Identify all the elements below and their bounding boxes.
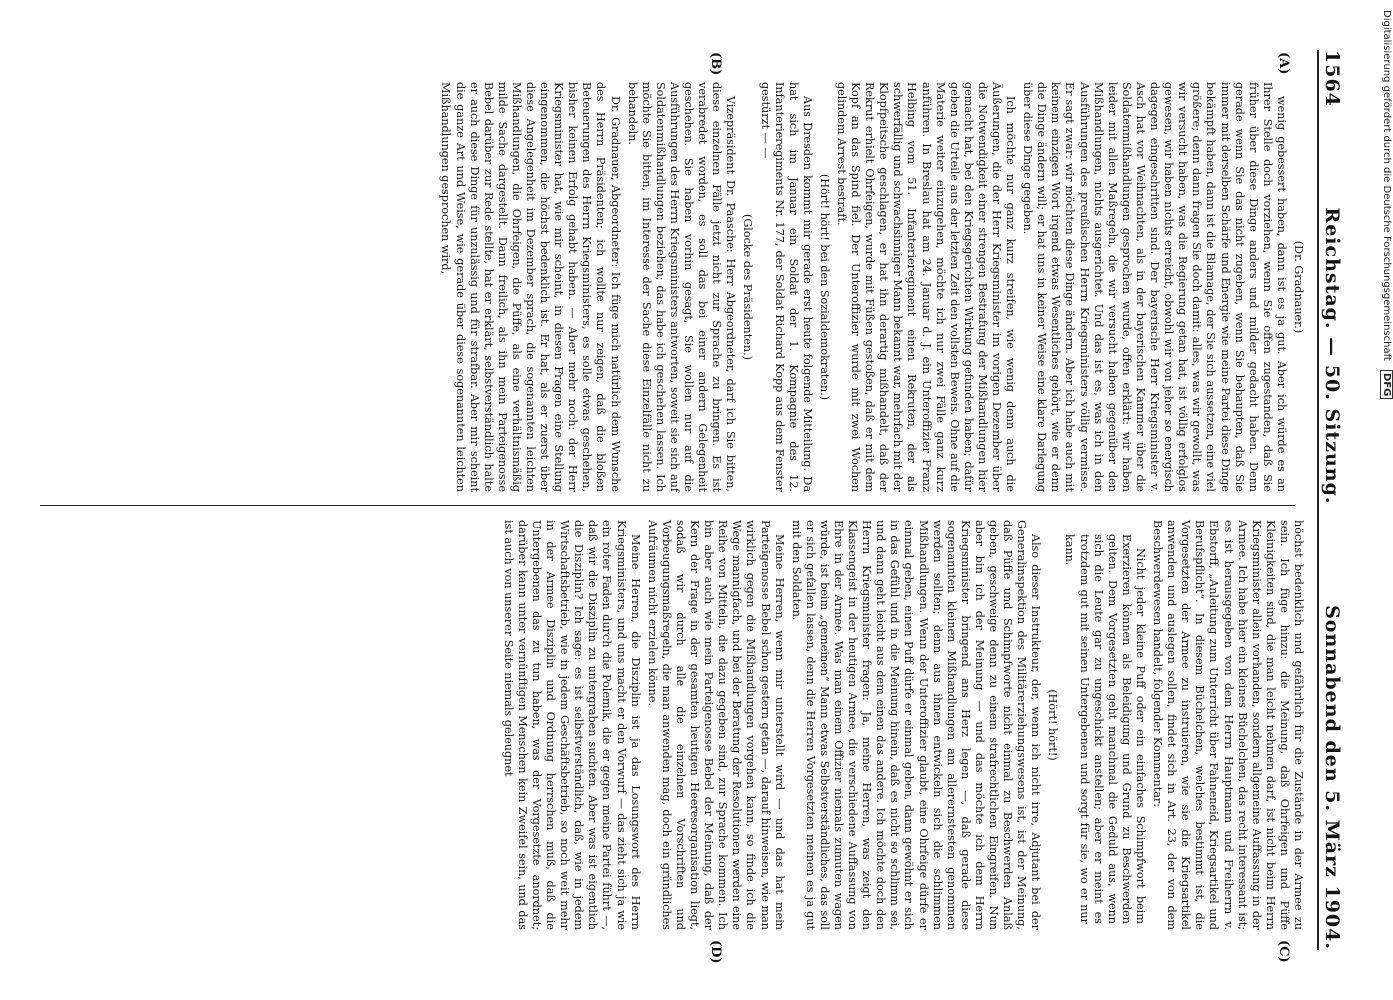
- text-block-center: (Glocke des Präsidenten.): [741, 213, 755, 360]
- header-rule: [1317, 50, 1319, 950]
- text-block-quote: Nicht jeder kleine Puff oder ein einfaches Schimpfwort beim Exerzieren können als Beleidigung und Grund zu Beschwerden gelten. Dem Vorgesetzten geht manchmal die Geduld aus, wenn sich die Leute gar zu ungeschickt anstellen; aber er meint es trotzdem gut mit seinen Untergebenen und sorgt für sie, wo er nur kann.: [1063, 534, 1147, 924]
- text-block-para: wenig gebessert haben, dann ist es ja gut. Aber ich würde es an Ihrer Stelle doch vorziehen, wenn Sie offen zugestanden, daß Sie früher über diese Dinge anders und milder gedacht haben. Denn gerade wenn Sie das nicht zugeben, wenn Sie behaupten, daß Sie immer mit derselben Schärfe und Energie wie meine Partei diese Dinge bekämpft haben, dann ist die Blamage, der Sie sich aussetzen, eine viel größere; denn dann fragen Sie doch damit: alles, was wir gewollt, was wir versucht haben, was die Regierung getan hat, ist völlig erfolglos gewesen, wir haben nichts erreicht, obwohl wir von jeher so energisch dagegen eingeschritten sind. Der bayerische Herr Kriegsminister v. Asch hat vor Weihnachten, als in der bayerischen Kammer über die Soldatenmißhandlungen gesprochen wurde, offen erklärt: wir haben leider mit allen Maßregeln, die wir versucht haben gegenüber den Mißhandlungen, nichts ausgerichtet. Und das ist es, was ich in den Ausführungen des preußischen Herrn Kriegsministers völlig vermisse. Er sagt zwar: wir möchten diese Dinge ändern. Aber ich habe auch mit keinem einzigen Wort irgend etwas Wesentliches gehört, wie er denn die Dinge ändern will; er hat uns in keiner Weise eine klare Darlegung über diese Dinge gegeben.: [1021, 82, 1288, 492]
- session-date: Sonnabend den 5. März 1904.: [1321, 605, 1343, 950]
- text-block-para: Meine Herren, wenn mir unterstellt wird — und das hat mein Parteigenosse Bebel schon gestern getan —, darauf hinweisen, wie man wirklich gegen die Mißhandlungen vorgehen kann, so finde ich die Wege mannigfach, und bei der Beratung der Resolutionen werden eine Reihe von Mitteln, die dazu gegeben sind, zur Sprache kommen. Ich bin aber auch wie mein Parteigenosse Bebel der Meinung, daß der Kern der Frage in der gesamten heutigen Heeresorganisation liegt, sodaß wir durch alle die einzelnen Vorschriften und Vorbeugungsmaßregeln, die man anwenden mag, doch ein gründliches Aufräumen nicht erzielen könne.: [645, 520, 786, 930]
- text-block-center: (Hört! hört!): [1046, 689, 1060, 761]
- page-number: 1564: [1321, 50, 1343, 107]
- margin-marker-c: (C): [1276, 940, 1291, 963]
- text-block-speaker: (Dr. Gradnauer.): [1292, 240, 1305, 334]
- column-divider: [40, 505, 1295, 506]
- credit-text: Digitalisierung gefördert durch die Deutsche Forschungsgemeinschaft: [1381, 10, 1392, 361]
- margin-marker-d: (D): [708, 940, 723, 964]
- left-text-column: [40, 82, 1305, 492]
- text-block-center: (Hört! hört! bei den Sozialdemokraten.): [817, 173, 831, 401]
- text-block-para: Vizepräsident Dr. Paasche: Herr Abgeordneter, darf ich Sie bitten, diese einzelnen Fälle jetzt nicht zur Sprache zu bringen. Es ist verabredet worden, es soll das bei einer andern Gelegenheit geschehen. Sie haben vorhin gesagt, Sie wollen nur auf die Ausführungen des Herrn Kriegsministers antworten, soweit sie sich auf Soldatenmißhandlungen beziehen; das habe ich geschehen lassen. Ich möchte Sie bitten, im Interesse der Sache diese Einzelfälle nicht zu behandeln.: [625, 82, 738, 492]
- text-block-para: Ich möchte nur ganz kurz streifen, wie wenig denn auch die Äußerungen, die der Herr Kriegsminister im vorigen Dezember über die Notwendigkeit einer strengen Bestrafung der Mißhandlungen hier gemacht hat, bei den Kriegsgerichten Wirkung gefunden haben; dafür geben die Urteile aus der letzten Zeit den vollsten Beweis. Ohne auf die Materie weiter einzugehen, möchte ich nur zwei Fälle ganz kurz anführen. In Breslau hat am 24. Januar d. J. ein Unteroffizier Franz Helbing vom 51. Infanterieregiment einen Rekruten, der als schwerfällig und schwachsinniger Mann bekannt war, mehrfach mit der Klopfpeitsche geschlagen, er hat ihn derartig mißhandelt, daß der Rekrut erhielt Ohrfeigen, wurde mit Füßen gestoßen, daß er mit dem Kopf an das Spind fiel. Der Unteroffizier wurde mit zwei Wochen gelindem Arrest bestraft.: [835, 82, 1018, 492]
- margin-marker-a: (A): [1276, 52, 1291, 75]
- margin-marker-b: (B): [708, 52, 723, 76]
- digitization-credit: [1381, 10, 1392, 399]
- page-header: [1321, 50, 1355, 950]
- text-block-noind: höchst bedenklich und gefährlich für die Zustände in der Armee zu sein. Ich füge hinzu: die Meinung, daß Ohrfeigen und Püffe Kleinigkeiten sind, die man leicht nehmen darf, ist nicht beim Herrn Kriegsminister allein vorhanden, sondern allgemeine Auffassung in der Armee. Ich habe hier ein kleines Büchelchen, das recht interessant ist; es ist herausgegeben von dem Herrn Hauptmann und Freiherrn v. Ebstorff, „Anleitung zum Unterricht über Fahneneid, Kriegsartikel und Berufspflicht“. In diesem Büchelchen, welches bestimmt ist, die Vorgesetzten der Armee zu instruieren, wie sie die Kriegsartikel anwenden und auslegen sollen, findet sich in Art. 23, der von dem Beschwerdewesen handelt, folgender Kommentar:: [1151, 520, 1305, 930]
- page-title: Reichstag. — 50. Sitzung.: [1321, 207, 1343, 505]
- text-block-para: Dr. Gradnauer, Abgeordneter: Ich füge mich natürlich dem Wunsche des Herrn Präsidenten; ich wollte nur zeigen, daß die bloßen Beteuerungen des Herrn Kriegsministers, es solle etwas geschehen, bisher keinen Erfolg gehabt haben. — Aber mehr noch: der Herr Kriegsminister hat, wie mir scheint, in diesen Fragen eine Stellung eingenommen, die höchst bedenklich ist. Er hat, als er zuerst über diese Angelegenheit im Dezember sprach, die sogenannten leichten Mißhandlungen, die Ohrfeigen, die Püffe, als eine verhältnismäßig milde Sache dargestellt. Dann freilich, als ihn mein Parteigenosse Bebel darüber zur Rede stellte, hat er erklärt, selbstverständlich halte er auch diese Dinge für unzulässig und für strafbar. Aber mir scheint die ganze Art und Weise, wie gerade über diese sogenannten leichten Mißhandlungen gesprochen wird,: [439, 82, 622, 492]
- text-block-para: Also dieser Instrukteur, der, wenn ich nicht irre, Adjutant bei der Generalinspektion des Militärerziehungswesens ist, ist der Meinung, daß Püffe und Schimpfworte nicht einmal zu Beschwerden Anlaß geben, geschweige denn zu einem strafrechtlichen Eingreifen. Nun aber bin ich der Meinung — und das möchte ich dem Herrn Kriegsminister bringend ans Herz legen —, daß gerade diese sogenannten kleinen Mißhandlungen am allerernstesten genommen werden sollten; denn aus ihnen entwickeln sich die schlimmen Mißhandlungen. Wenn der Unteroffizier glaubt, eine Ohrfeige dürfe er einmal geben, einen Puff dürfe er einmal geben, dann gewöhnt er sich in das Gefühl und in die Meinung hinein, daß es nicht so schlimm sei, und dann geht leicht aus dem einen das andere. Ich möchte doch den Herrn Kriegsminister fragen: Ja, meine Herren, was zeigt den Klassengeist in der heutigen Armee, die verschiedene Auffassung von Ehre in der Armee. Was man einem Offizier niemals zumuten wagen würde, ist beim „gemeinen“ Mann etwas Selbstverständliches, das soll er sich gefallen lassen, denn die Herren Vorgesetzten meinen es ja gut mit den Soldaten.: [789, 520, 1043, 930]
- text-block-para: Aus Dresden kommt mir gerade erst heute folgende Mitteilung. Da hat sich im Januar ein Soldat der 1. Kompagnie des 12. Infanterieregiments Nr. 177, der Soldat Richard Kopp aus dem Fenster gestürzt — —: [758, 82, 814, 492]
- dfg-logo: DFG: [1380, 370, 1393, 399]
- text-block-para: Meine Herren, die Disziplin ist ja das Losungswort des Herrn Kriegsministers, und uns macht er den Vorwurf — das zieht sich ja wie ein roter Faden durch die Polemik, die er gegen meine Partei führt —, daß wir die Disziplin zu untergraben suchten. Aber was ist eigentlich die Disziplin? Ich sage: es ist selbstverständlich, daß, wie in jedem Wirtschaftsbetrieb, wie in jedem Geschäftsbetrieb, so noch weit mehr in der Armee Disziplin und Ordnung herrschen muß, daß die Untergebenen das zu tun haben, was der Vorgesetzte anordnet; darüber kann unter vernünftigen Menschen kein Zweifel sein, und das ist auch von unserer Seite niemals geleugnet: [501, 520, 642, 930]
- right-text-column: [40, 520, 1305, 930]
